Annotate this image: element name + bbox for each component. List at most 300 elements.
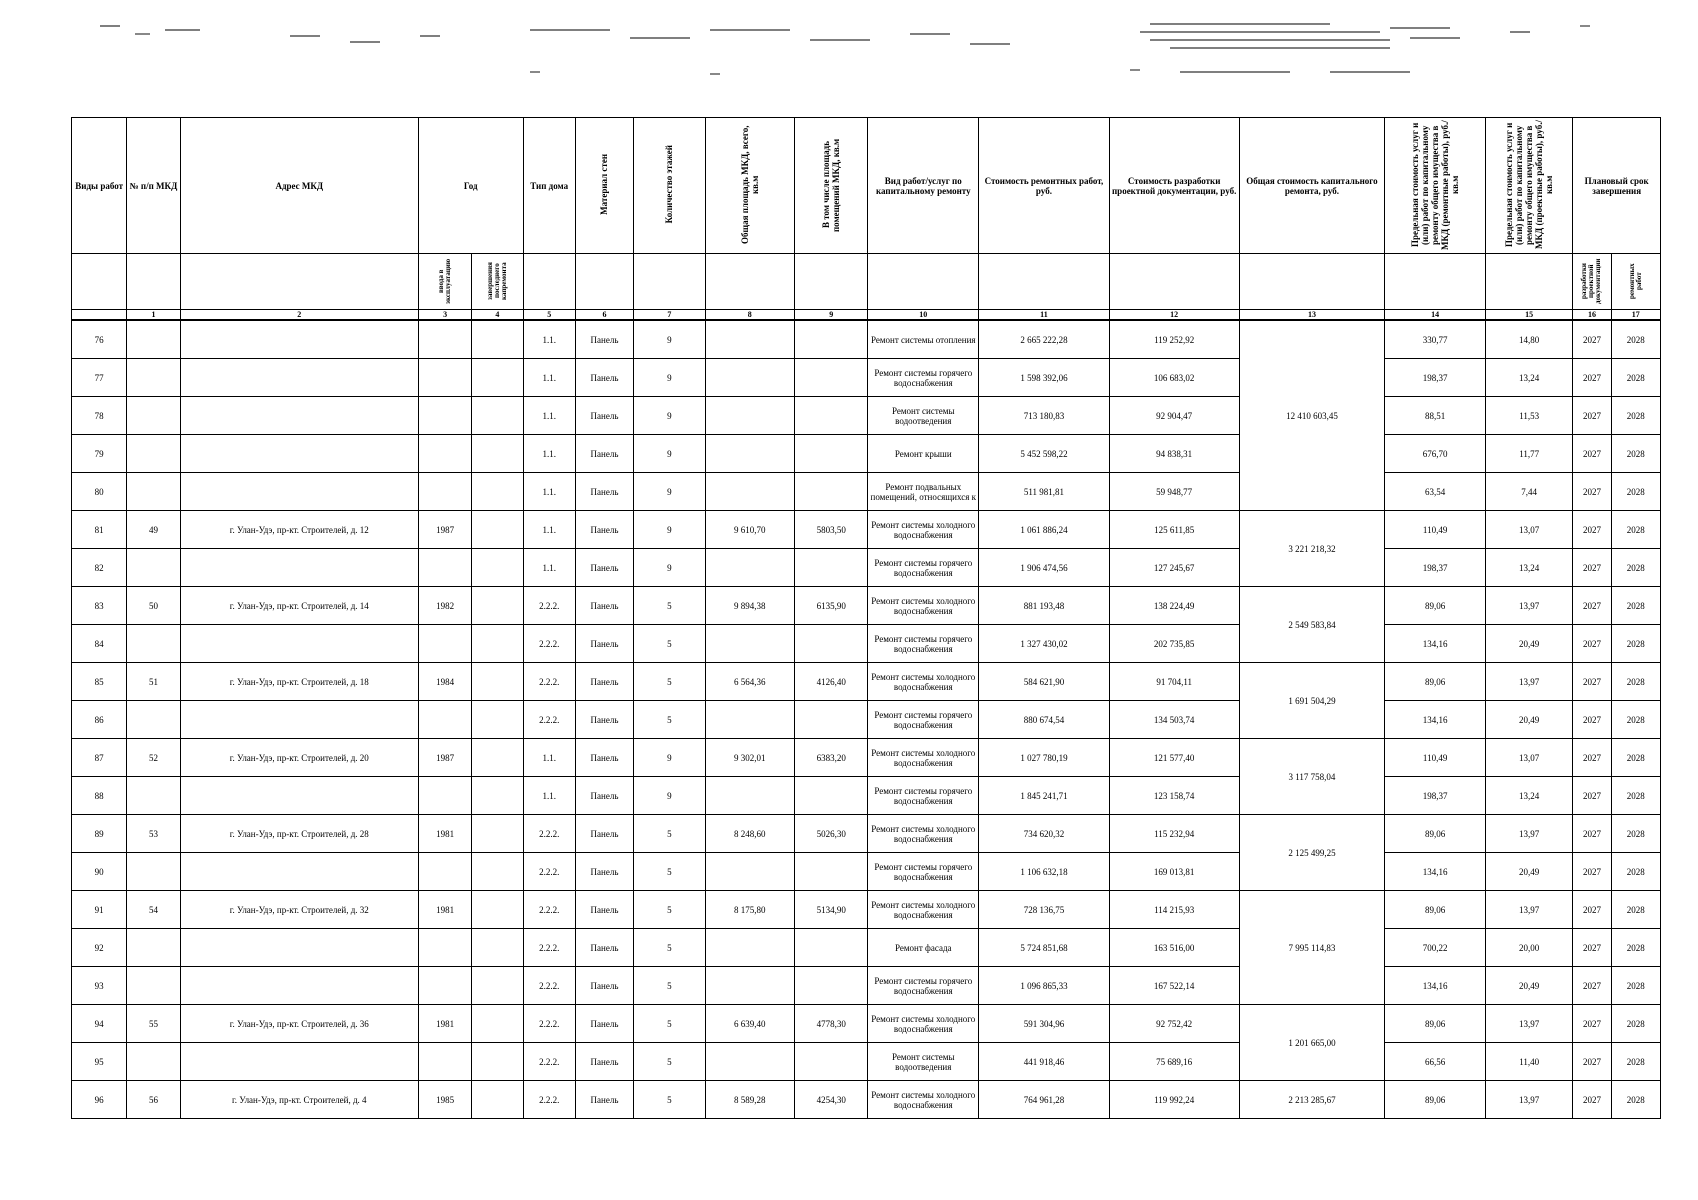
plan-year-repair: 2028 xyxy=(1611,549,1660,587)
year-built xyxy=(418,777,471,815)
floors: 5 xyxy=(634,1043,705,1081)
work-type: Ремонт системы холодного водоснабжения xyxy=(868,891,979,929)
table-row xyxy=(72,853,1661,891)
cost-design: 114 215,93 xyxy=(1109,891,1239,929)
area-total xyxy=(705,320,795,359)
limit-repair: 89,06 xyxy=(1385,891,1486,929)
area-total xyxy=(705,701,795,739)
row-number: 91 xyxy=(72,891,127,929)
house-type: 2.2.2. xyxy=(523,1005,575,1043)
row-number: 95 xyxy=(72,1043,127,1081)
cost-design: 92 904,47 xyxy=(1109,397,1239,435)
address: г. Улан-Удэ, пр-кт. Строителей, д. 32 xyxy=(180,891,418,929)
cost-design: 121 577,40 xyxy=(1109,739,1239,777)
plan-year-repair: 2028 xyxy=(1611,359,1660,397)
work-type: Ремонт системы горячего водоснабжения xyxy=(868,967,979,1005)
year-built xyxy=(418,701,471,739)
wall-material: Панель xyxy=(575,853,633,891)
work-type: Ремонт системы горячего водоснабжения xyxy=(868,549,979,587)
year-last-repair xyxy=(472,701,523,739)
plan-year-design: 2027 xyxy=(1573,511,1611,549)
address xyxy=(180,473,418,511)
plan-year-repair: 2028 xyxy=(1611,967,1660,1005)
cost-repair: 1 598 392,06 xyxy=(979,359,1110,397)
limit-design: 13,97 xyxy=(1485,815,1572,853)
area-total xyxy=(705,473,795,511)
column-number: 11 xyxy=(979,310,1110,321)
plan-year-design: 2027 xyxy=(1573,320,1611,359)
limit-design: 20,49 xyxy=(1485,625,1572,663)
column-number: 17 xyxy=(1611,310,1660,321)
limit-repair: 198,37 xyxy=(1385,359,1486,397)
work-type: Ремонт системы водоотведения xyxy=(868,1043,979,1081)
area-rooms xyxy=(795,1043,868,1081)
row-number: 83 xyxy=(72,587,127,625)
plan-year-repair: 2028 xyxy=(1611,891,1660,929)
area-total xyxy=(705,777,795,815)
header-floors: Количество этажей xyxy=(634,118,705,254)
limit-design: 13,97 xyxy=(1485,587,1572,625)
row-number: 86 xyxy=(72,701,127,739)
house-type: 1.1. xyxy=(523,473,575,511)
area-total xyxy=(705,853,795,891)
floors: 5 xyxy=(634,587,705,625)
area-total xyxy=(705,929,795,967)
wall-material: Панель xyxy=(575,967,633,1005)
plan-year-design: 2027 xyxy=(1573,891,1611,929)
header-cost-total: Общая стоимость капитального ремонта, руб. xyxy=(1239,118,1385,254)
house-type: 1.1. xyxy=(523,739,575,777)
cost-design: 127 245,67 xyxy=(1109,549,1239,587)
cost-repair: 1 096 865,33 xyxy=(979,967,1110,1005)
area-rooms xyxy=(795,967,868,1005)
area-total: 9 610,70 xyxy=(705,511,795,549)
work-type: Ремонт системы отопления xyxy=(868,320,979,359)
limit-repair: 66,56 xyxy=(1385,1043,1486,1081)
area-total: 8 175,80 xyxy=(705,891,795,929)
year-built xyxy=(418,549,471,587)
area-total: 6 564,36 xyxy=(705,663,795,701)
mkd-number: 56 xyxy=(127,1081,180,1119)
house-type: 2.2.2. xyxy=(523,663,575,701)
year-built: 1984 xyxy=(418,663,471,701)
header-year: Год xyxy=(418,118,523,254)
cost-repair: 5 452 598,22 xyxy=(979,435,1110,473)
table-row xyxy=(72,435,1661,473)
cost-design: 75 689,16 xyxy=(1109,1043,1239,1081)
row-number: 90 xyxy=(72,853,127,891)
floors: 5 xyxy=(634,929,705,967)
year-built xyxy=(418,929,471,967)
house-type: 1.1. xyxy=(523,777,575,815)
column-number: 14 xyxy=(1385,310,1486,321)
area-total: 6 639,40 xyxy=(705,1005,795,1043)
column-number: 3 xyxy=(418,310,471,321)
year-last-repair xyxy=(472,1043,523,1081)
year-last-repair xyxy=(472,663,523,701)
house-type: 1.1. xyxy=(523,511,575,549)
year-built: 1987 xyxy=(418,739,471,777)
year-built: 1981 xyxy=(418,891,471,929)
work-type: Ремонт системы холодного водоснабжения xyxy=(868,663,979,701)
floors: 5 xyxy=(634,1081,705,1119)
address xyxy=(180,967,418,1005)
floors: 9 xyxy=(634,359,705,397)
plan-year-repair: 2028 xyxy=(1611,1081,1660,1119)
header-year-in: ввода в эксплуатацию xyxy=(418,254,471,310)
table-row xyxy=(72,625,1661,663)
table-row xyxy=(72,1043,1661,1081)
area-total: 8 589,28 xyxy=(705,1081,795,1119)
plan-year-design: 2027 xyxy=(1573,359,1611,397)
work-type: Ремонт системы холодного водоснабжения xyxy=(868,739,979,777)
year-last-repair xyxy=(472,739,523,777)
work-type: Ремонт системы холодного водоснабжения xyxy=(868,1081,979,1119)
limit-design: 11,40 xyxy=(1485,1043,1572,1081)
column-number: 1 xyxy=(127,310,180,321)
limit-repair: 330,77 xyxy=(1385,320,1486,359)
table-row xyxy=(72,701,1661,739)
mkd-number xyxy=(127,359,180,397)
plan-year-design: 2027 xyxy=(1573,587,1611,625)
wall-material: Панель xyxy=(575,777,633,815)
year-last-repair xyxy=(472,625,523,663)
row-number: 84 xyxy=(72,625,127,663)
floors: 9 xyxy=(634,397,705,435)
area-total: 8 248,60 xyxy=(705,815,795,853)
area-rooms xyxy=(795,853,868,891)
limit-design: 13,97 xyxy=(1485,891,1572,929)
wall-material: Панель xyxy=(575,435,633,473)
year-built xyxy=(418,967,471,1005)
house-type: 2.2.2. xyxy=(523,625,575,663)
row-number: 92 xyxy=(72,929,127,967)
cost-total: 3 117 758,04 xyxy=(1239,739,1385,815)
cost-repair: 591 304,96 xyxy=(979,1005,1110,1043)
mkd-number xyxy=(127,777,180,815)
wall-material: Панель xyxy=(575,511,633,549)
column-number: 2 xyxy=(180,310,418,321)
cost-repair: 1 327 430,02 xyxy=(979,625,1110,663)
cost-repair: 881 193,48 xyxy=(979,587,1110,625)
plan-year-repair: 2028 xyxy=(1611,625,1660,663)
work-type: Ремонт системы горячего водоснабжения xyxy=(868,359,979,397)
address xyxy=(180,777,418,815)
address xyxy=(180,435,418,473)
year-last-repair xyxy=(472,777,523,815)
cost-design: 119 992,24 xyxy=(1109,1081,1239,1119)
plan-year-design: 2027 xyxy=(1573,967,1611,1005)
cost-design: 94 838,31 xyxy=(1109,435,1239,473)
area-rooms xyxy=(795,625,868,663)
wall-material: Панель xyxy=(575,701,633,739)
limit-repair: 110,49 xyxy=(1385,511,1486,549)
row-number: 87 xyxy=(72,739,127,777)
mkd-number xyxy=(127,549,180,587)
area-total xyxy=(705,359,795,397)
cost-repair: 734 620,32 xyxy=(979,815,1110,853)
table-row xyxy=(72,320,1661,359)
cost-repair: 728 136,75 xyxy=(979,891,1110,929)
house-type: 2.2.2. xyxy=(523,1043,575,1081)
area-rooms: 6135,90 xyxy=(795,587,868,625)
table-row xyxy=(72,473,1661,511)
address xyxy=(180,549,418,587)
cost-design: 115 232,94 xyxy=(1109,815,1239,853)
row-number: 94 xyxy=(72,1005,127,1043)
limit-design: 11,77 xyxy=(1485,435,1572,473)
row-number: 78 xyxy=(72,397,127,435)
address xyxy=(180,320,418,359)
limit-design: 13,97 xyxy=(1485,663,1572,701)
year-last-repair xyxy=(472,1005,523,1043)
plan-year-design: 2027 xyxy=(1573,739,1611,777)
mkd-number xyxy=(127,625,180,663)
cost-repair: 5 724 851,68 xyxy=(979,929,1110,967)
column-number: 15 xyxy=(1485,310,1572,321)
mkd-number xyxy=(127,701,180,739)
plan-year-design: 2027 xyxy=(1573,1043,1611,1081)
wall-material: Панель xyxy=(575,663,633,701)
plan-year-design: 2027 xyxy=(1573,1005,1611,1043)
address xyxy=(180,625,418,663)
limit-repair: 700,22 xyxy=(1385,929,1486,967)
cost-repair: 2 665 222,28 xyxy=(979,320,1110,359)
limit-design: 13,24 xyxy=(1485,777,1572,815)
table-row xyxy=(72,739,1661,777)
row-number: 76 xyxy=(72,320,127,359)
wall-material: Панель xyxy=(575,320,633,359)
mkd-number xyxy=(127,473,180,511)
limit-design: 13,97 xyxy=(1485,1081,1572,1119)
work-type: Ремонт системы холодного водоснабжения xyxy=(868,511,979,549)
row-number: 77 xyxy=(72,359,127,397)
row-number: 93 xyxy=(72,967,127,1005)
limit-design: 13,07 xyxy=(1485,511,1572,549)
wall-material: Панель xyxy=(575,587,633,625)
area-rooms xyxy=(795,701,868,739)
row-number: 82 xyxy=(72,549,127,587)
house-type: 2.2.2. xyxy=(523,891,575,929)
limit-repair: 134,16 xyxy=(1385,701,1486,739)
mkd-number xyxy=(127,1043,180,1081)
area-rooms: 5803,50 xyxy=(795,511,868,549)
house-type: 1.1. xyxy=(523,549,575,587)
plan-year-repair: 2028 xyxy=(1611,701,1660,739)
year-built xyxy=(418,853,471,891)
area-rooms: 5134,90 xyxy=(795,891,868,929)
work-type: Ремонт системы холодного водоснабжения xyxy=(868,815,979,853)
column-number: 12 xyxy=(1109,310,1239,321)
column-number: 5 xyxy=(523,310,575,321)
mkd-number xyxy=(127,967,180,1005)
area-total xyxy=(705,549,795,587)
limit-design: 20,49 xyxy=(1485,967,1572,1005)
column-number: 6 xyxy=(575,310,633,321)
year-last-repair xyxy=(472,853,523,891)
year-last-repair xyxy=(472,359,523,397)
plan-year-repair: 2028 xyxy=(1611,320,1660,359)
header-addr: Адрес МКД xyxy=(180,118,418,254)
plan-year-repair: 2028 xyxy=(1611,473,1660,511)
mkd-number: 50 xyxy=(127,587,180,625)
cost-repair: 764 961,28 xyxy=(979,1081,1110,1119)
year-last-repair xyxy=(472,473,523,511)
house-type: 2.2.2. xyxy=(523,929,575,967)
column-number-row xyxy=(72,310,1661,321)
cost-design: 119 252,92 xyxy=(1109,320,1239,359)
mkd-number: 55 xyxy=(127,1005,180,1043)
wall-material: Панель xyxy=(575,891,633,929)
plan-year-repair: 2028 xyxy=(1611,853,1660,891)
cost-design: 163 516,00 xyxy=(1109,929,1239,967)
limit-design: 13,24 xyxy=(1485,359,1572,397)
table-row xyxy=(72,1081,1661,1119)
plan-year-design: 2027 xyxy=(1573,435,1611,473)
cost-repair: 1 027 780,19 xyxy=(979,739,1110,777)
plan-year-repair: 2028 xyxy=(1611,815,1660,853)
limit-design: 13,07 xyxy=(1485,739,1572,777)
work-type: Ремонт системы горячего водоснабжения xyxy=(868,625,979,663)
row-number: 85 xyxy=(72,663,127,701)
limit-design: 13,24 xyxy=(1485,549,1572,587)
floors: 5 xyxy=(634,967,705,1005)
cost-design: 106 683,02 xyxy=(1109,359,1239,397)
address xyxy=(180,929,418,967)
header-plan: Плановый срок завершения xyxy=(1573,118,1661,254)
scan-header-noise xyxy=(90,14,1670,84)
limit-repair: 88,51 xyxy=(1385,397,1486,435)
wall-material: Панель xyxy=(575,473,633,511)
work-type: Ремонт системы холодного водоснабжения xyxy=(868,1005,979,1043)
cost-repair: 1 106 632,18 xyxy=(979,853,1110,891)
cost-design: 91 704,11 xyxy=(1109,663,1239,701)
table-row xyxy=(72,777,1661,815)
work-type: Ремонт системы водоотведения xyxy=(868,397,979,435)
limit-design: 14,80 xyxy=(1485,320,1572,359)
area-rooms: 4126,40 xyxy=(795,663,868,701)
area-rooms xyxy=(795,397,868,435)
plan-year-design: 2027 xyxy=(1573,549,1611,587)
cost-design: 92 752,42 xyxy=(1109,1005,1239,1043)
limit-repair: 89,06 xyxy=(1385,1005,1486,1043)
row-number: 89 xyxy=(72,815,127,853)
plan-year-repair: 2028 xyxy=(1611,397,1660,435)
plan-year-repair: 2028 xyxy=(1611,1043,1660,1081)
row-number: 80 xyxy=(72,473,127,511)
year-last-repair xyxy=(472,320,523,359)
year-last-repair xyxy=(472,435,523,473)
header-limit-repair: Предельная стоимость услуг и (или) работ по капитальному ремонту общего имущества в МКД (ремонтные работы), руб./кв.м xyxy=(1385,118,1486,254)
column-number: 4 xyxy=(472,310,523,321)
floors: 9 xyxy=(634,739,705,777)
plan-year-repair: 2028 xyxy=(1611,511,1660,549)
wall-material: Панель xyxy=(575,1043,633,1081)
address xyxy=(180,701,418,739)
floors: 9 xyxy=(634,777,705,815)
year-last-repair xyxy=(472,891,523,929)
plan-year-repair: 2028 xyxy=(1611,777,1660,815)
cost-repair: 1 061 886,24 xyxy=(979,511,1110,549)
header-plan-design: разработки проектной документации xyxy=(1573,254,1611,310)
mkd-number xyxy=(127,929,180,967)
address xyxy=(180,397,418,435)
address: г. Улан-Удэ, пр-кт. Строителей, д. 4 xyxy=(180,1081,418,1119)
area-rooms: 4254,30 xyxy=(795,1081,868,1119)
area-total xyxy=(705,967,795,1005)
limit-design: 7,44 xyxy=(1485,473,1572,511)
area-total xyxy=(705,625,795,663)
cost-design: 123 158,74 xyxy=(1109,777,1239,815)
year-built xyxy=(418,359,471,397)
house-type: 2.2.2. xyxy=(523,815,575,853)
address: г. Улан-Удэ, пр-кт. Строителей, д. 18 xyxy=(180,663,418,701)
year-built: 1985 xyxy=(418,1081,471,1119)
plan-year-design: 2027 xyxy=(1573,1081,1611,1119)
cost-total: 2 213 285,67 xyxy=(1239,1081,1385,1119)
table-row xyxy=(72,967,1661,1005)
limit-repair: 134,16 xyxy=(1385,853,1486,891)
limit-repair: 63,54 xyxy=(1385,473,1486,511)
limit-repair: 89,06 xyxy=(1385,815,1486,853)
limit-repair: 134,16 xyxy=(1385,967,1486,1005)
limit-repair: 89,06 xyxy=(1385,663,1486,701)
wall-material: Панель xyxy=(575,625,633,663)
area-rooms xyxy=(795,320,868,359)
mkd-number: 52 xyxy=(127,739,180,777)
header-cost-design: Стоимость разработки проектной документации, руб. xyxy=(1109,118,1239,254)
address: г. Улан-Удэ, пр-кт. Строителей, д. 28 xyxy=(180,815,418,853)
header-limit-design: Предельная стоимость услуг и (или) работ по капитальному ремонту общего имущества в МКД (проектные работы), руб./кв.м xyxy=(1485,118,1572,254)
floors: 5 xyxy=(634,625,705,663)
address xyxy=(180,853,418,891)
year-built xyxy=(418,473,471,511)
cost-design: 167 522,14 xyxy=(1109,967,1239,1005)
area-rooms xyxy=(795,777,868,815)
year-built xyxy=(418,320,471,359)
plan-year-design: 2027 xyxy=(1573,397,1611,435)
table-row xyxy=(72,359,1661,397)
work-type: Ремонт системы холодного водоснабжения xyxy=(868,587,979,625)
area-rooms xyxy=(795,549,868,587)
table-row xyxy=(72,929,1661,967)
year-built xyxy=(418,1043,471,1081)
floors: 5 xyxy=(634,663,705,701)
cost-design: 138 224,49 xyxy=(1109,587,1239,625)
limit-repair: 134,16 xyxy=(1385,625,1486,663)
table-row xyxy=(72,891,1661,929)
cost-total: 7 995 114,83 xyxy=(1239,891,1385,1005)
area-total: 9 302,01 xyxy=(705,739,795,777)
row-number: 88 xyxy=(72,777,127,815)
house-type: 1.1. xyxy=(523,359,575,397)
table-row xyxy=(72,511,1661,549)
mkd-number xyxy=(127,435,180,473)
column-number: 13 xyxy=(1239,310,1385,321)
mkd-number: 53 xyxy=(127,815,180,853)
floors: 9 xyxy=(634,511,705,549)
header-type: Тип дома xyxy=(523,118,575,254)
table-row xyxy=(72,815,1661,853)
cost-design: 59 948,77 xyxy=(1109,473,1239,511)
wall-material: Панель xyxy=(575,929,633,967)
mkd-number: 49 xyxy=(127,511,180,549)
house-type: 2.2.2. xyxy=(523,853,575,891)
limit-repair: 110,49 xyxy=(1385,739,1486,777)
floors: 5 xyxy=(634,701,705,739)
area-rooms xyxy=(795,435,868,473)
area-rooms xyxy=(795,473,868,511)
